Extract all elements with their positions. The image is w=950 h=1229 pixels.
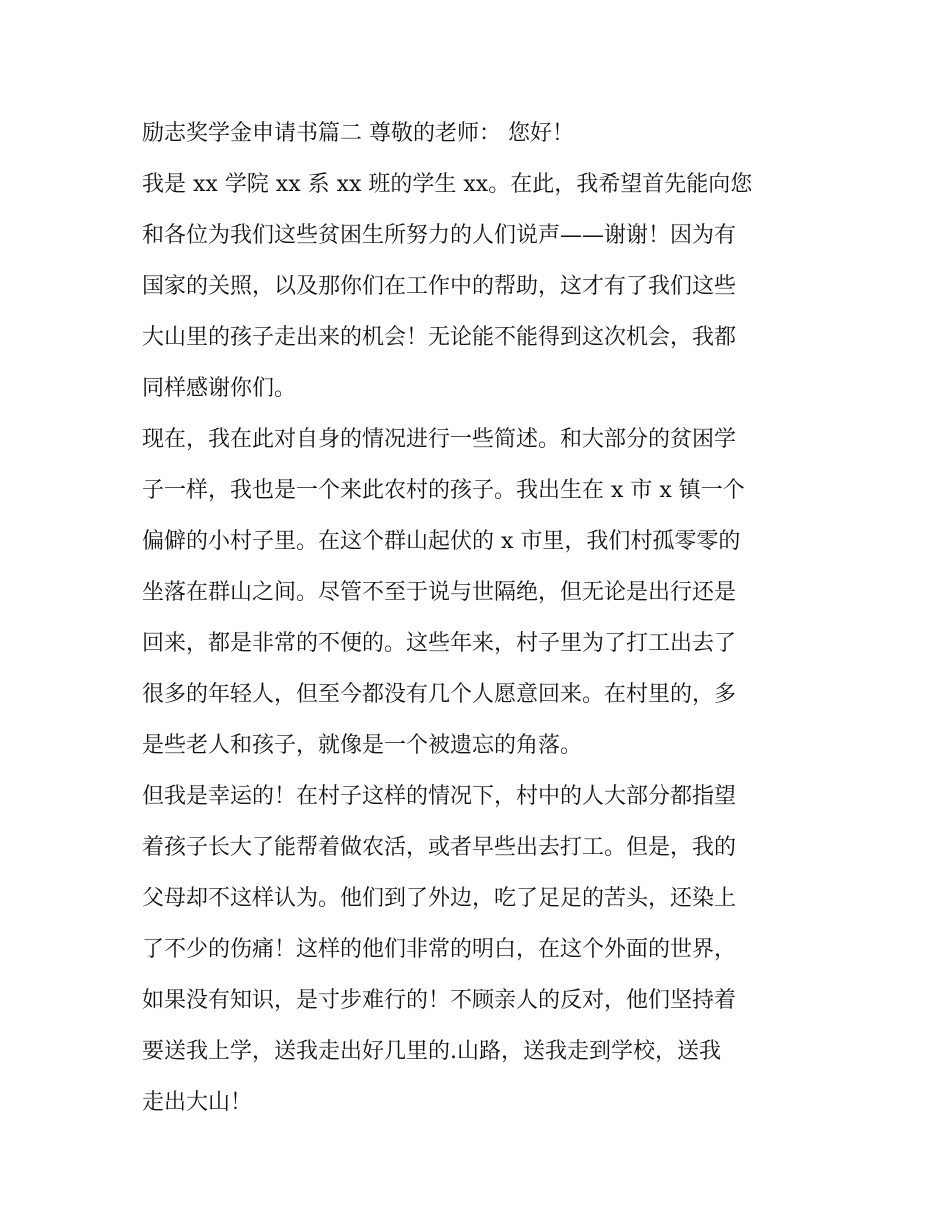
text-line-11: 回来，都是非常的不便的。这些年来，村子里为了打工出去了 xyxy=(142,631,737,656)
text-line-8: 子一样，我也是一个来此农村的孩子。我出生在 x 市 x 镇一个 xyxy=(142,478,745,503)
text-line-14: 但我是幸运的！在村子这样的情况下，村中的人大部分都指望 xyxy=(142,784,737,809)
text-line-12: 很多的年轻人，但至今都没有几个人愿意回来。在村里的，多 xyxy=(142,682,737,707)
text-line-7: 现在，我在此对自身的情况进行一些简述。和大部分的贫困学 xyxy=(142,427,737,452)
text-line-5: 大山里的孩子走出来的机会！无论能不能得到这次机会，我都 xyxy=(142,325,737,350)
text-line-3: 和各位为我们这些贫困生所努力的人们说声——谢谢！因为有 xyxy=(142,223,737,248)
text-line-17: 了不少的伤痛！这样的他们非常的明白，在这个外面的世界， xyxy=(142,937,737,962)
document-body xyxy=(142,108,814,1128)
text-line-15: 着孩子长大了能帮着做农活，或者早些出去打工。但是，我的 xyxy=(142,835,737,860)
text-line-1: 励志奖学金申请书篇二 尊敬的老师： 您好！ xyxy=(142,121,574,146)
text-line-2: 我是 xx 学院 xx 系 xx 班的学生 xx。在此，我希望首先能向您 xyxy=(142,172,753,197)
text-line-4: 国家的关照，以及那你们在工作中的帮助，这才有了我们这些 xyxy=(142,274,737,299)
text-line-6: 同样感谢你们。 xyxy=(142,376,297,401)
text-line-18: 如果没有知识，是寸步难行的！不顾亲人的反对，他们坚持着 xyxy=(142,988,737,1013)
text-line-19: 要送我上学，送我走出好几里的.山路，送我走到学校，送我 xyxy=(142,1039,721,1064)
text-line-10: 坐落在群山之间。尽管不至于说与世隔绝，但无论是出行还是 xyxy=(142,580,737,605)
text-line-13: 是些老人和孩子，就像是一个被遗忘的角落。 xyxy=(142,733,583,758)
text-line-9: 偏僻的小村子里。在这个群山起伏的 x 市里，我们村孤零零的 xyxy=(142,529,741,554)
text-line-20: 走出大山！ xyxy=(142,1090,253,1115)
text-line-16: 父母却不这样认为。他们到了外边，吃了足足的苦头，还染上 xyxy=(142,886,737,911)
